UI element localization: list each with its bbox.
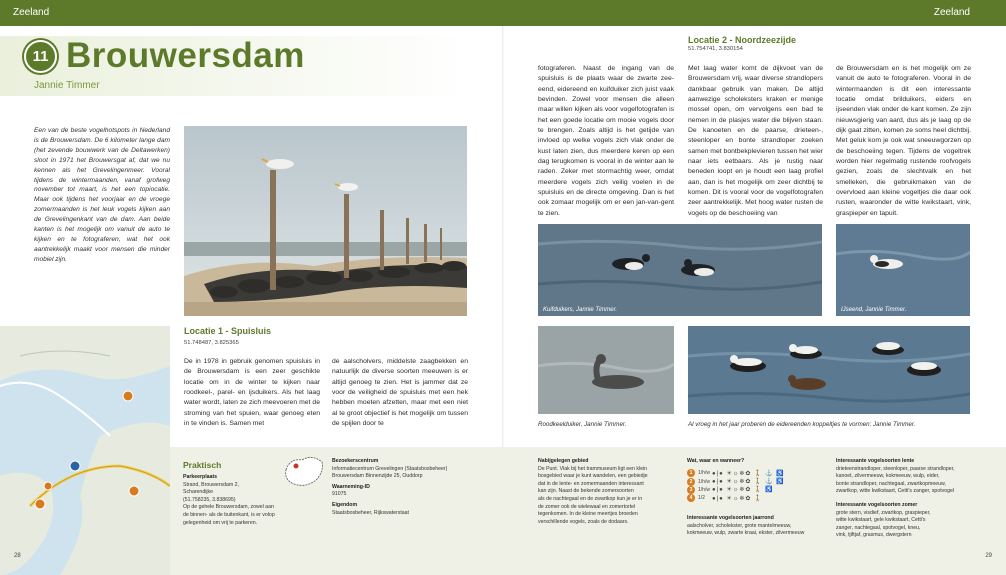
yearround-species-line: aalscholver, scholekster, grote mantelmeeuw, — [687, 522, 792, 529]
spring-species-block — [836, 458, 974, 540]
intro-text: Een van de beste vogelhotspots in Nederland is de Brouwersdam. De 6 kilometer lange dam (het zevende bouwwerk van de Deltawerken) sloot in 1971 het Brouwersgat af, dat we nu kennen als het Grevelingenmeer. Vooral tijdens de wintermaanden, vanaf grofweg november tot maart, is het een topiocatie. Maar ook tijdens het voorjaar en de vroege zomermaanden is het leuk vogels kijken aan de Grevelingenkant van de dam. Aan beide kanten is het mogelijk om vanuit de auto te kijken en te fotograferen, wat het ook aantrekkelijk maakt voor mensen die minder mobiel zijn. — [34, 127, 170, 263]
nearby-area-line: tegenkomen. In de kleine meertjes broeden — [538, 511, 638, 518]
yearround-species-heading: Interessante vogelsoorten jaarrond — [687, 515, 774, 521]
parking-line: Strand, Brouwersdam 2, — [183, 481, 239, 488]
eiders-photo — [688, 326, 970, 414]
diver-photo-caption: Roodkeelduiker, Jannie Timmer. — [538, 421, 627, 428]
legend-row — [687, 486, 827, 494]
nearby-area-line: verschillende vogels, zoals de dodaars. — [538, 518, 629, 525]
right-text-col2: Met laag water komt de dijkvoet van de Brouwersdam vrij, waar diverse strandlopers dankbaar gebruik van maken. De altijd aanwezige scholeksters kraken er menige mossel open, om vervolgens een bad te nemen in de plasjes water die blijven staan. De kanoeten en de paarse, drieteen-, steenloper en bonte strandloper zoeken samen met bontbekplevieren tussen het wier naar iets eetbaars. Als je rustig naar beneden loopt en je houdt een laag profiel aan, dan is het mogelijk om zeer dichtbij te komen. Dit is vooral voor de vogelfotografen zeer aantrekkelijk. Met hoog water rusten de vogels op de beschoeiing van — [688, 65, 823, 217]
spring-species-line: drieteenstrandloper, steenloper, paarse strandloper, — [836, 465, 955, 472]
legend-row — [687, 469, 827, 477]
legend-frequency: 1/h/w — [698, 470, 710, 477]
long-tailed-duck-credit: IJseend, Jannie Timmer. — [841, 307, 907, 313]
header-bar — [0, 0, 1006, 26]
when-heading: Wat, waar en wanneer? — [687, 458, 745, 464]
page-number-right: 29 — [985, 553, 992, 559]
location-1-title: Locatie 1 - Spuisluis — [184, 326, 272, 336]
waarneming-heading: Waarneming-ID — [332, 483, 370, 490]
legend-frequency: 1/h/w — [698, 486, 710, 493]
spring-species-line: bonte strandloper, nachtegaal, zwartkopmeeuw, — [836, 480, 946, 487]
visitor-centre-line: Brouwersdam Binnenzijde 25, Ouddorp — [332, 473, 423, 480]
province-locator-map — [282, 452, 326, 492]
summer-species-line: witte kwikstaart, gele kwikstaart, Cetti's — [836, 517, 926, 524]
parking-line: gelegenheid om vrij te parkeren. — [183, 519, 258, 526]
grebes-photo-credit: Kuifduikers, Jannie Timmer. — [543, 307, 618, 313]
visitor-centre-line: Informatiecentrum Grevelingen (Staatsbosbeheer) — [332, 465, 448, 472]
spring-species-line: zwartkop, witte kwikstaart, Cetti's zanger, spotvogel — [836, 488, 955, 495]
nearby-area-line: bosgebied waar je kunt wandelen, een gebiedje — [538, 473, 648, 480]
location-1-text-col2: de aalscholvers, middelste zaagbekken en natuurlijk de diverse soorten meeuwen is er altijd genoeg te zien. Het is jammer dat ze voor de veiligheid de spuisluis met een hek hebben moeten afzetten, maar met een niet al te groot objectief is het mogelijk om tussen de spijlen door te — [332, 358, 468, 428]
legend-row — [687, 477, 827, 485]
parking-block — [183, 474, 295, 527]
right-text-col1: fotograferen. Naast de ingang van de spuisluis is de plaats waar de zwarte zee-eend, eidereend en kuifduiker zich juist vaak bevinden. Zowel voor mensen die alleen maar willen kijken als voor vogelfotografen is het een goede locatie om mooie vogels door te brengen. Zoals altijd is het getijde van invloed op welke vogels zich vlak onder de kust laten zien, dus meerdere keren op een dag terugkomen is vooral in de winter aan te raden. Zeker met stormachtig weer, omdat meerdere vogels zich veilig voelen in de spuisluis en de directe omgeving. Dan is het ook zomaar mogelijk om er een jan-van-gent te zien. — [538, 65, 674, 217]
nearby-area-line: als de nachtegaal en de zwartkop kun je er in — [538, 495, 643, 502]
owner-value: Staatsbosbeheer, Rijkswaterstaat — [332, 509, 409, 516]
nearby-area-line: dat in de lente- en zomermaanden interessant — [538, 480, 644, 487]
nearby-area-line: de zomer ook de wielewaal en zomertortel — [538, 503, 636, 510]
location-1-text-col1: De in 1978 in gebruik genomen spuisluis in de Brouwersdam is een zeer geschikte locatie om in de winter te kijken naar roodkeel-, parel- en ijsduikers. Als het laag water wordt, laten ze zich meevoeren met de stroming van het spuien, waar genoeg eten in te vinden is. Samen met — [184, 358, 320, 428]
nearby-area-block — [538, 458, 676, 526]
parking-line: Op de gehele Brouwersdam, zowel aan — [183, 504, 274, 511]
nearby-area-line: De Punt. Vlak bij het trammuseum ligt een klein — [538, 465, 647, 472]
eiders-photo-caption: Al vroeg in het jaar proberen de eidereenden koppeltjes te vormen; Jannie Timmer. — [688, 421, 916, 428]
parking-line: Scharendijke — [183, 489, 213, 496]
page-title: Brouwersdam — [66, 36, 305, 75]
yearround-species-block — [687, 515, 827, 538]
region-label-right: Zeeland — [933, 7, 970, 18]
legend-icons: ●|● ☀☼❄✿ 🚶 ♿ — [712, 487, 774, 494]
owner-heading: Eigendom — [332, 501, 358, 508]
waarneming-value: 91075 — [332, 491, 347, 498]
parking-heading: Parkeerplaats — [183, 474, 218, 480]
page-number-left: 28 — [14, 553, 21, 559]
nearby-area-heading: Nabijgelegen gebied — [538, 458, 589, 464]
pier-photo — [184, 126, 467, 316]
legend-row — [687, 494, 827, 502]
legend-icons: ●|● ☀☼❄✿ 🚶 — [712, 495, 763, 502]
legend-number: 3 — [687, 486, 695, 494]
parking-line: (51.758235, 3.838695) — [183, 496, 236, 503]
visitor-centre-block — [332, 458, 502, 517]
spring-species-heading: Interessante vogelsoorten lente — [836, 458, 915, 464]
legend-icons: ●|● ☀☼❄✿ 🚶 ⚓ ♿ — [712, 470, 785, 477]
diver-photo — [538, 326, 674, 414]
location-legend — [687, 469, 827, 503]
legend-number: 2 — [687, 478, 695, 486]
practical-heading: Praktisch — [183, 460, 222, 470]
legend-frequency: 1/h/w — [698, 478, 710, 485]
legend-icons: ●|● ☀☼❄✿ 🚶 ⚓ ♿ — [712, 479, 785, 486]
summer-species-line: vink, tjiftjaf, grasmus, dwergstern — [836, 532, 912, 539]
right-text-col3: de Brouwersdam en is het mogelijk om ze vanuit de auto te fotograferen. Vooral in de wintermaanden is dit een interessante locatie omdat brilduikers, eiders en ijseenden vlak onder de kant komen. Ze zijn nieuwsgierig van aard, dus als je laag op de dijk gaat zitten, komen ze soms heel dichtbij. Met geluk kom je ook wat sneeuwgorzen op de beschoeiing tegen. Tijdens de vogeltrek worden hier regelmatig rustende roofvogels gezien, zoals de slechtvalk en het smelleken, die gebruikmaken van de overvloed aan kleine vogeltjes die daar ook rusten, waaronder de witte kwikstaart, vink, graspieper en tapuit. — [836, 65, 971, 217]
summer-species-heading: Interessante vogelsoorten zomer — [836, 501, 918, 508]
parking-line: de binnen- als de buitenkant, is er volop — [183, 511, 275, 518]
grebes-photo — [538, 224, 822, 316]
visitor-centre-heading: Bezoekerscentrum — [332, 458, 379, 464]
legend-number: 4 — [687, 494, 695, 502]
location-2-coordinates: 51.754741, 3.830154 — [688, 46, 743, 52]
chapter-number-badge: 11 — [24, 40, 57, 73]
summer-species-line: grote stern, visdief, zwartkop, graspieper, — [836, 509, 931, 516]
spring-species-line: kanoet, zilvermeeuw, kokmeeuw, wulp, eider, — [836, 473, 940, 480]
nearby-area-line: kan zijn. Naast de bekende zomersoorten — [538, 488, 634, 495]
area-map — [0, 326, 170, 575]
region-label-left: Zeeland — [13, 7, 50, 18]
summer-species-line: zanger, nachtegaal, spotvogel, kneu, — [836, 524, 921, 531]
location-2-title: Locatie 2 - Noordzeezijde — [688, 35, 797, 45]
yearround-species-line: kokmeeuw, wulp, zwarte kraai, ekster, zilvermeeuw — [687, 530, 805, 537]
location-1-coordinates: 51.748487, 3.825365 — [184, 340, 239, 346]
long-tailed-duck-photo — [836, 224, 970, 316]
author-name: Jannie Timmer — [34, 80, 100, 91]
when-heading-block — [687, 458, 827, 466]
legend-number: 1 — [687, 469, 695, 477]
legend-frequency: 1/2 — [698, 495, 705, 502]
